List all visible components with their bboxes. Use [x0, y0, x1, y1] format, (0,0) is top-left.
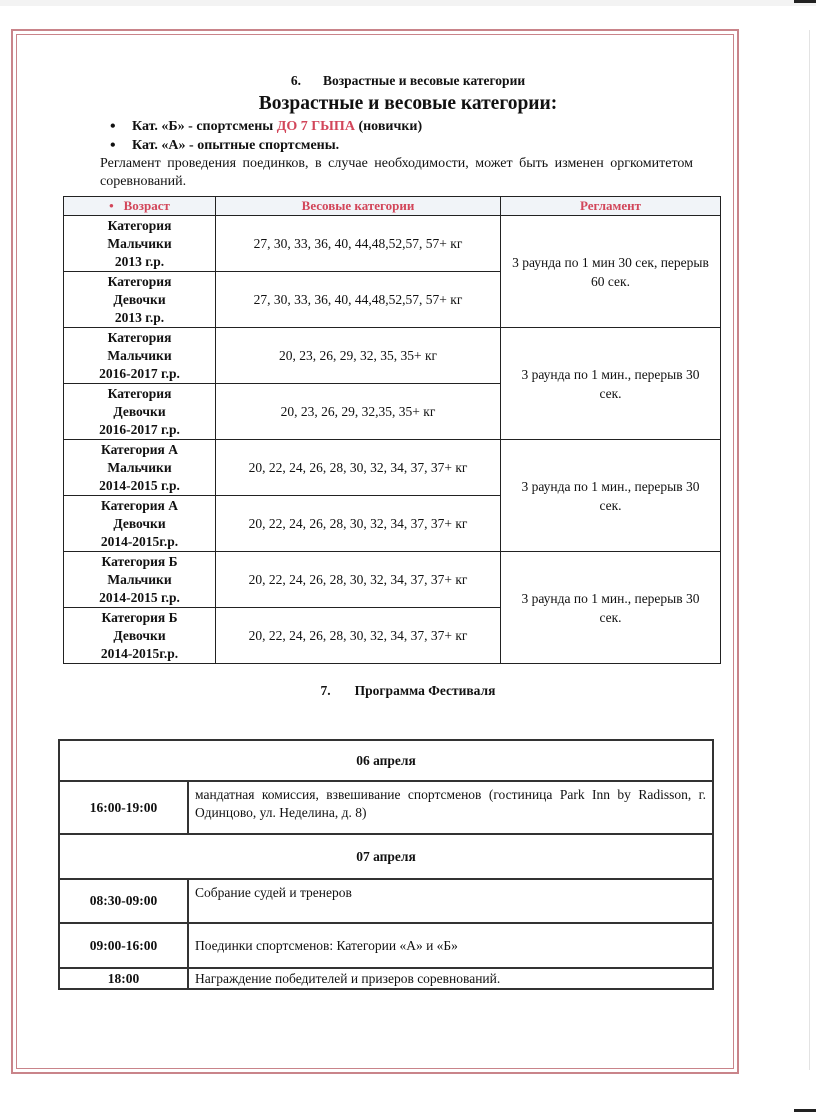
scan-line-right: [809, 30, 810, 1070]
weight-categories: 20, 23, 26, 29, 32,35, 35+ кг: [216, 384, 501, 440]
section-6-subheading: Возрастные и весовые категории:: [258, 93, 558, 114]
program-table: [58, 739, 714, 990]
program-desc: мандатная комиссия, взвешивание спортсменов (гостиница Park Inn by Radisson, г. Одинцово, ул. Неделина, д. 8): [188, 781, 713, 834]
weight-categories: 27, 30, 33, 36, 40, 44,48,52,57, 57+ кг: [216, 272, 501, 328]
program-time: 18:00: [59, 968, 188, 989]
reglament-text: 3 раунда по 1 мин., перерыв 30 сек.: [501, 328, 721, 440]
weight-categories: 20, 22, 24, 26, 28, 30, 32, 34, 37, 37+ кг: [216, 608, 501, 664]
table-row: [64, 328, 721, 384]
header-reglament: Регламент: [501, 197, 721, 216]
age-category: Категория Мальчики 2013 г.р.: [64, 216, 216, 272]
weight-categories: 20, 22, 24, 26, 28, 30, 32, 34, 37, 37+ кг: [216, 552, 501, 608]
section-7-title: Программа Фестиваля: [354, 683, 496, 698]
reglament-text: 3 раунда по 1 мин., перерыв 30 сек.: [501, 440, 721, 552]
age-category: Категория Б Девочки 2014-2015г.р.: [64, 608, 216, 664]
section-7-number: 7.: [320, 683, 331, 698]
program-row: [59, 923, 713, 968]
highlight-gyp: ДО 7 ГЫПА: [276, 119, 355, 134]
weight-categories: 20, 22, 24, 26, 28, 30, 32, 34, 37, 37+ кг: [216, 496, 501, 552]
reglament-text: 3 раунда по 1 мин., перерыв 30 сек.: [501, 552, 721, 664]
reglament-note: Регламент проведения поединков, в случае необходимости, может быть изменен оргкомитетом соревнований.: [100, 156, 693, 189]
table-row: [64, 440, 721, 496]
section-6-number: 6.: [290, 73, 301, 88]
category-bullets: [110, 117, 422, 155]
program-time: 09:00-16:00: [59, 923, 188, 968]
program-time: 08:30-09:00: [59, 879, 188, 923]
age-category: Категория Мальчики 2016-2017 г.р.: [64, 328, 216, 384]
program-time: 16:00-19:00: [59, 781, 188, 834]
bullet-category-a: • Кат. «А» - опытные спортсмены.: [110, 136, 422, 155]
scan-mark-bottom-right: [794, 1109, 816, 1112]
table-row: [64, 552, 721, 608]
program-row: [59, 879, 713, 923]
table-row: [64, 216, 721, 272]
weight-categories: 20, 22, 24, 26, 28, 30, 32, 34, 37, 37+ кг: [216, 440, 501, 496]
table-header-row: [64, 197, 721, 216]
bullet-category-b: • Кат. «Б» - спортсмены ДО 7 ГЫПА (новички): [110, 117, 422, 136]
header-age: • Возраст: [64, 197, 216, 216]
section-7-heading: [0, 683, 816, 699]
day-row: [59, 834, 713, 879]
program-row: [59, 781, 713, 834]
program-desc: Награждение победителей и призеров соревнований.: [188, 968, 713, 989]
age-category: Категория А Девочки 2014-2015г.р.: [64, 496, 216, 552]
age-category: Категория Девочки 2016-2017 г.р.: [64, 384, 216, 440]
age-category: Категория Девочки 2013 г.р.: [64, 272, 216, 328]
bullet-icon: •: [109, 198, 114, 213]
category-table: [63, 196, 721, 664]
program-desc: Собрание судей и тренеров: [188, 879, 713, 923]
age-category: Категория Б Мальчики 2014-2015 г.р.: [64, 552, 216, 608]
age-category: Категория А Мальчики 2014-2015 г.р.: [64, 440, 216, 496]
day-date: 07 апреля: [59, 834, 713, 879]
day-date: 06 апреля: [59, 740, 713, 781]
program-desc: Поединки спортсменов: Категории «А» и «Б»: [188, 923, 713, 968]
day-row: [59, 740, 713, 781]
header-weights: Весовые категории: [216, 197, 501, 216]
section-6-heading: [0, 73, 816, 89]
section-6-title: Возрастные и весовые категории: [322, 73, 526, 88]
scan-edge: [0, 0, 816, 6]
weight-categories: 27, 30, 33, 36, 40, 44,48,52,57, 57+ кг: [216, 216, 501, 272]
program-row: [59, 968, 713, 989]
scan-mark-top-right: [794, 0, 816, 3]
weight-categories: 20, 23, 26, 29, 32, 35, 35+ кг: [216, 328, 501, 384]
reglament-text: 3 раунда по 1 мин 30 сек, перерыв 60 сек.: [501, 216, 721, 328]
